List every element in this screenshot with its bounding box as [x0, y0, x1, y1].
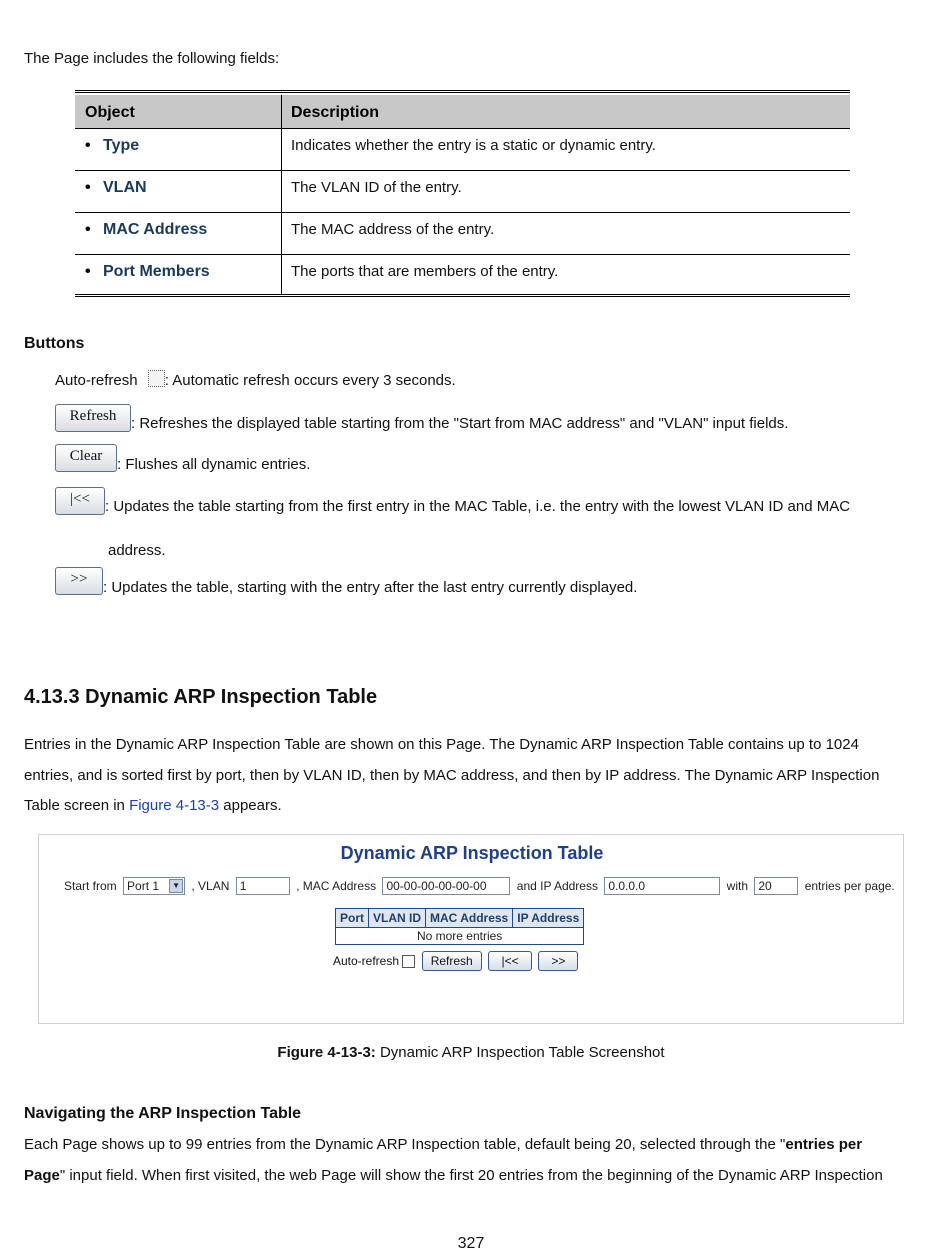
refresh-button[interactable]: Refresh	[55, 404, 131, 432]
bullet-icon: •	[85, 179, 91, 196]
next-page-desc: : Updates the table, starting with the entry after the last entry currently displayed.	[103, 579, 638, 596]
clear-button[interactable]: Clear	[55, 444, 117, 472]
col-vlan-id: VLAN ID	[369, 909, 426, 928]
auto-refresh-checkbox[interactable]	[148, 370, 165, 387]
entries-per-page-label: entries per page.	[804, 879, 895, 893]
bullet-icon: •	[85, 263, 91, 280]
first-page-desc: : Updates the table starting from the first entry in the MAC Table, i.e. the entry with the lowest VLAN ID and MAC	[105, 498, 851, 515]
arp-inspection-screenshot	[38, 834, 904, 1024]
navigating-para-line1: Each Page shows up to 99 entries from the Dynamic ARP Inspection table, default being 20, selected through the "entries per	[24, 1136, 863, 1153]
row-object: • VLAN	[85, 179, 147, 196]
next-page-line	[55, 567, 637, 595]
header-object: Object	[85, 104, 135, 121]
ip-label: and IP Address	[516, 879, 598, 893]
column-divider	[281, 95, 282, 294]
clear-desc: : Flushes all dynamic entries.	[117, 456, 311, 473]
first-page-desc-cont: address.	[108, 542, 166, 559]
start-from-label: Start from	[64, 879, 117, 893]
entries-per-page-input[interactable]: 20	[754, 877, 798, 895]
auto-refresh-checkbox[interactable]	[402, 955, 415, 968]
auto-refresh-line	[55, 370, 456, 389]
filter-row	[61, 877, 898, 895]
next-page-button[interactable]: >>	[55, 567, 103, 595]
col-port: Port	[336, 909, 369, 928]
table-row	[75, 255, 850, 295]
chevron-down-icon: ▼	[169, 879, 183, 893]
table-row	[75, 129, 850, 171]
section-para-line3: Table screen in Figure 4-13-3 appears.	[24, 797, 282, 814]
row-description: Indicates whether the entry is a static or dynamic entry.	[291, 137, 656, 154]
mac-input[interactable]: 00-00-00-00-00-00	[382, 877, 510, 895]
intro-text: The Page includes the following fields:	[24, 50, 280, 67]
buttons-heading: Buttons	[24, 335, 85, 352]
empty-message: No more entries	[336, 928, 584, 945]
row-description: The ports that are members of the entry.	[291, 263, 559, 280]
navigating-heading: Navigating the ARP Inspection Table	[24, 1105, 302, 1122]
ip-input[interactable]: 0.0.0.0	[604, 877, 720, 895]
col-mac-address: MAC Address	[426, 909, 513, 928]
refresh-button[interactable]: Refresh	[422, 951, 482, 971]
auto-refresh-label: Auto-refresh	[55, 372, 138, 389]
table-row	[75, 171, 850, 213]
refresh-line	[55, 404, 788, 432]
table-row	[336, 928, 584, 945]
auto-refresh-desc: : Automatic refresh occurs every 3 seconds.	[164, 372, 456, 389]
header-description: Description	[291, 104, 380, 121]
arp-table	[335, 908, 584, 945]
page-number: 327	[457, 1235, 485, 1252]
row-object: • Port Members	[85, 263, 210, 280]
navigating-para-line2: Page" input field. When first visited, the web Page will show the first 20 entries from the beginning of the Dynamic ARP Inspection	[24, 1167, 883, 1184]
bullet-icon: •	[85, 137, 91, 154]
with-label: with	[726, 879, 748, 893]
mac-label: , MAC Address	[296, 879, 377, 893]
figure-link[interactable]: Figure 4-13-3	[129, 797, 220, 814]
row-object: • MAC Address	[85, 221, 208, 238]
section-para-line1: Entries in the Dynamic ARP Inspection Table are shown on this Page. The Dynamic ARP Inspection Table contains up to 1024	[24, 736, 859, 753]
fields-table-header	[75, 95, 850, 129]
auto-refresh-label: Auto-refresh	[333, 954, 400, 968]
control-row	[333, 951, 578, 971]
screenshot-title: Dynamic ARP Inspection Table	[340, 843, 604, 863]
port-select[interactable]: Port 1 ▼	[123, 877, 185, 895]
row-description: The MAC address of the entry.	[291, 221, 495, 238]
section-title: 4.13.3 Dynamic ARP Inspection Table	[24, 686, 378, 708]
vlan-label: , VLAN	[191, 879, 230, 893]
figure-caption: Figure 4-13-3: Dynamic ARP Inspection Table Screenshot	[277, 1044, 665, 1061]
fields-table	[75, 90, 850, 297]
table-row	[75, 213, 850, 255]
section-para-line2: entries, and is sorted first by port, then by VLAN ID, then by MAC address, and then by IP address. The Dynamic ARP Inspection	[24, 767, 880, 784]
first-page-line	[55, 487, 850, 515]
next-page-button[interactable]: >>	[538, 951, 578, 971]
row-object: • Type	[85, 137, 140, 154]
first-page-button[interactable]: |<<	[488, 951, 532, 971]
clear-line	[55, 444, 310, 472]
row-description: The VLAN ID of the entry.	[291, 179, 462, 196]
arp-table-header	[336, 909, 584, 928]
refresh-desc: : Refreshes the displayed table starting from the "Start from MAC address" and "VLAN" input fields.	[131, 415, 789, 432]
first-page-button[interactable]: |<<	[55, 487, 105, 515]
col-ip-address: IP Address	[513, 909, 584, 928]
bullet-icon: •	[85, 221, 91, 238]
vlan-input[interactable]: 1	[236, 877, 290, 895]
